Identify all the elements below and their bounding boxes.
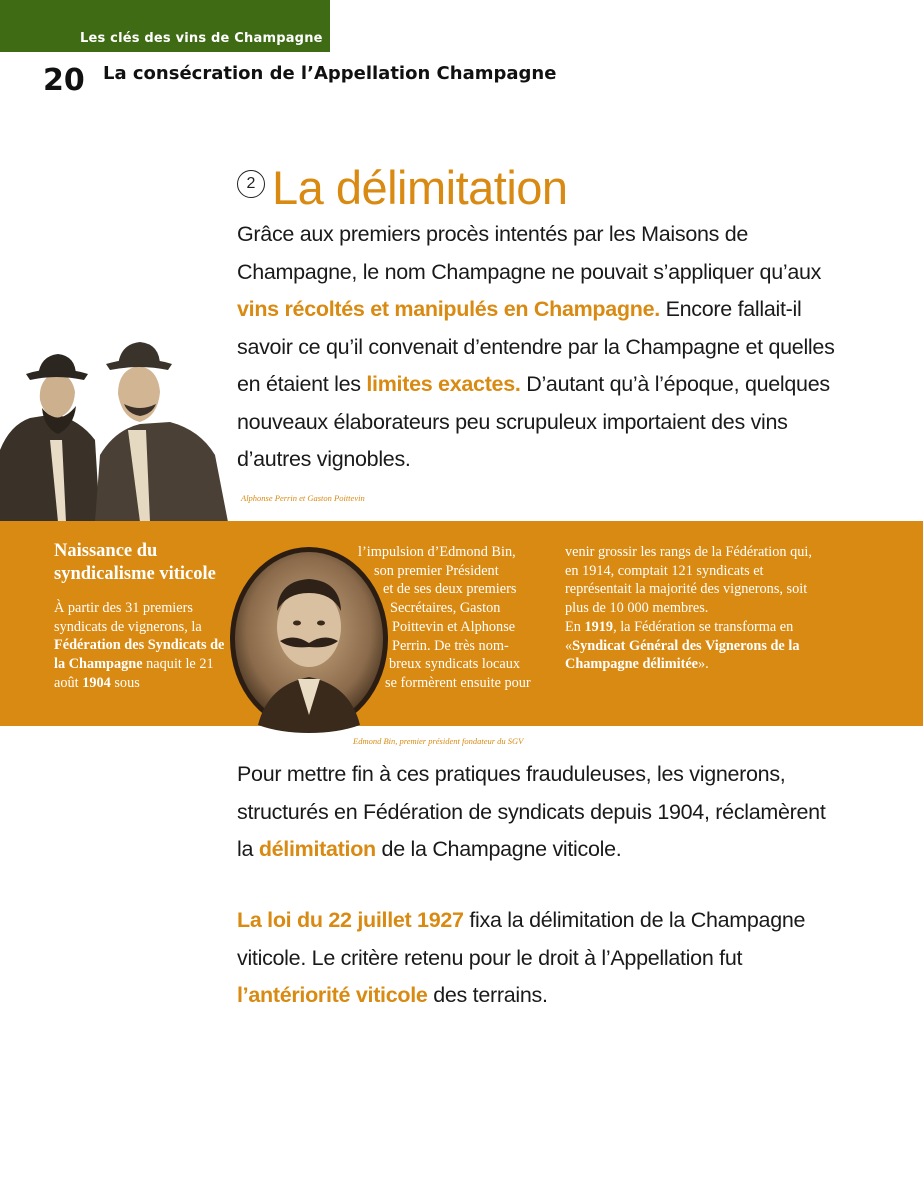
photo-perrin-poittevin	[0, 330, 232, 522]
section-number-badge: 2	[237, 170, 265, 198]
para3-text-1: fixa la délimitation de la Champagne viticole. Le critère retenu pour le droit à l’Appellation fut	[237, 908, 806, 970]
intro-highlight-2: limites exactes.	[366, 372, 521, 396]
intro-text-3: D’autant qu’à l’époque, quelques nouveaux élaborateurs peu scrupuleux importaient des vins d’autres vignobles.	[237, 372, 830, 471]
chapter-title: La consécration de l’Appellation Champagne	[103, 63, 557, 84]
page-number: 20	[43, 63, 85, 98]
col1-text-3: sous	[110, 674, 140, 691]
col3-bold-2: Syndicat Général des Vignerons de la Champagne délimitée	[565, 637, 800, 673]
col1-bold-2: 1904	[82, 674, 111, 691]
para2-text-2: de la Champagne viticole.	[375, 837, 622, 861]
portrait-edmond-bin	[228, 545, 390, 733]
header-tab	[0, 0, 330, 52]
para2-text-1: Pour mettre fin à ces pratiques frauduleuses, les vignerons, structurés en Fédération de syndicats depuis 1904, réclamèrent la	[237, 762, 826, 861]
box-column-1	[54, 599, 229, 693]
paragraph-fraud	[237, 756, 837, 869]
col2-line: et de ses deux premiers	[383, 581, 517, 598]
col2-line: breux syndicats locaux	[389, 656, 521, 673]
caption-men-photo: Alphonse Perrin et Gaston Poittevin	[241, 493, 365, 503]
para3-highlight-1: La loi du 22 juillet 1927	[237, 908, 464, 932]
col3-text-2: En	[565, 618, 585, 635]
para3-text-2: des terrains.	[427, 983, 548, 1007]
intro-text-1: Grâce aux premiers procès intentés par les Maisons de Champagne, le nom Champagne ne pouvait s’appliquer qu’aux	[237, 222, 822, 284]
col2-line: l’impulsion d’Edmond Bin,	[358, 544, 516, 560]
col3-text-4: ».	[698, 656, 709, 673]
col1-bold-1: Fédération des Syndicats de la Champagne	[54, 637, 225, 673]
col2-line: son premier Président	[374, 562, 499, 579]
col3-text-3: , la Fédération se transforma en «	[565, 618, 794, 654]
intro-paragraph	[237, 216, 837, 479]
para3-highlight-2: l’antériorité viticole	[237, 983, 428, 1007]
col2-line: Poittevin et Alphonse	[392, 618, 516, 635]
box-title: Naissance du syndicalisme viticole	[54, 541, 216, 584]
tab-label: Les clés des vins de Champagne	[80, 31, 323, 46]
section-title: La délimitation	[272, 161, 568, 214]
paragraph-law	[237, 902, 837, 1015]
caption-portrait: Edmond Bin, premier président fondateur du SGV	[353, 736, 524, 746]
col2-line: se formèrent ensuite pour	[385, 674, 531, 691]
col1-text-1: À partir des 31 premiers syndicats de vignerons, la	[54, 600, 202, 635]
box-column-3	[565, 543, 820, 674]
intro-text-2: Encore fallait-il savoir ce qu’il convenait d’entendre par la Champagne et quelles en étaient les	[237, 297, 835, 396]
intro-highlight-1: vins récoltés et manipulés en Champagne.	[237, 297, 660, 321]
col2-line: Perrin. De très nom-	[392, 637, 509, 654]
col1-text-2: naquit le 21 août	[54, 656, 214, 691]
col3-bold-1: 1919	[584, 618, 614, 635]
col2-line: Secrétaires, Gaston	[390, 600, 501, 617]
col3-text-1: venir grossir les rangs de la Fédération qui, en 1914, comptait 121 syndicats et représentait la majorité des vignerons, soit plus de 10 000 membres.	[565, 544, 812, 617]
para2-highlight-1: délimitation	[258, 837, 376, 861]
